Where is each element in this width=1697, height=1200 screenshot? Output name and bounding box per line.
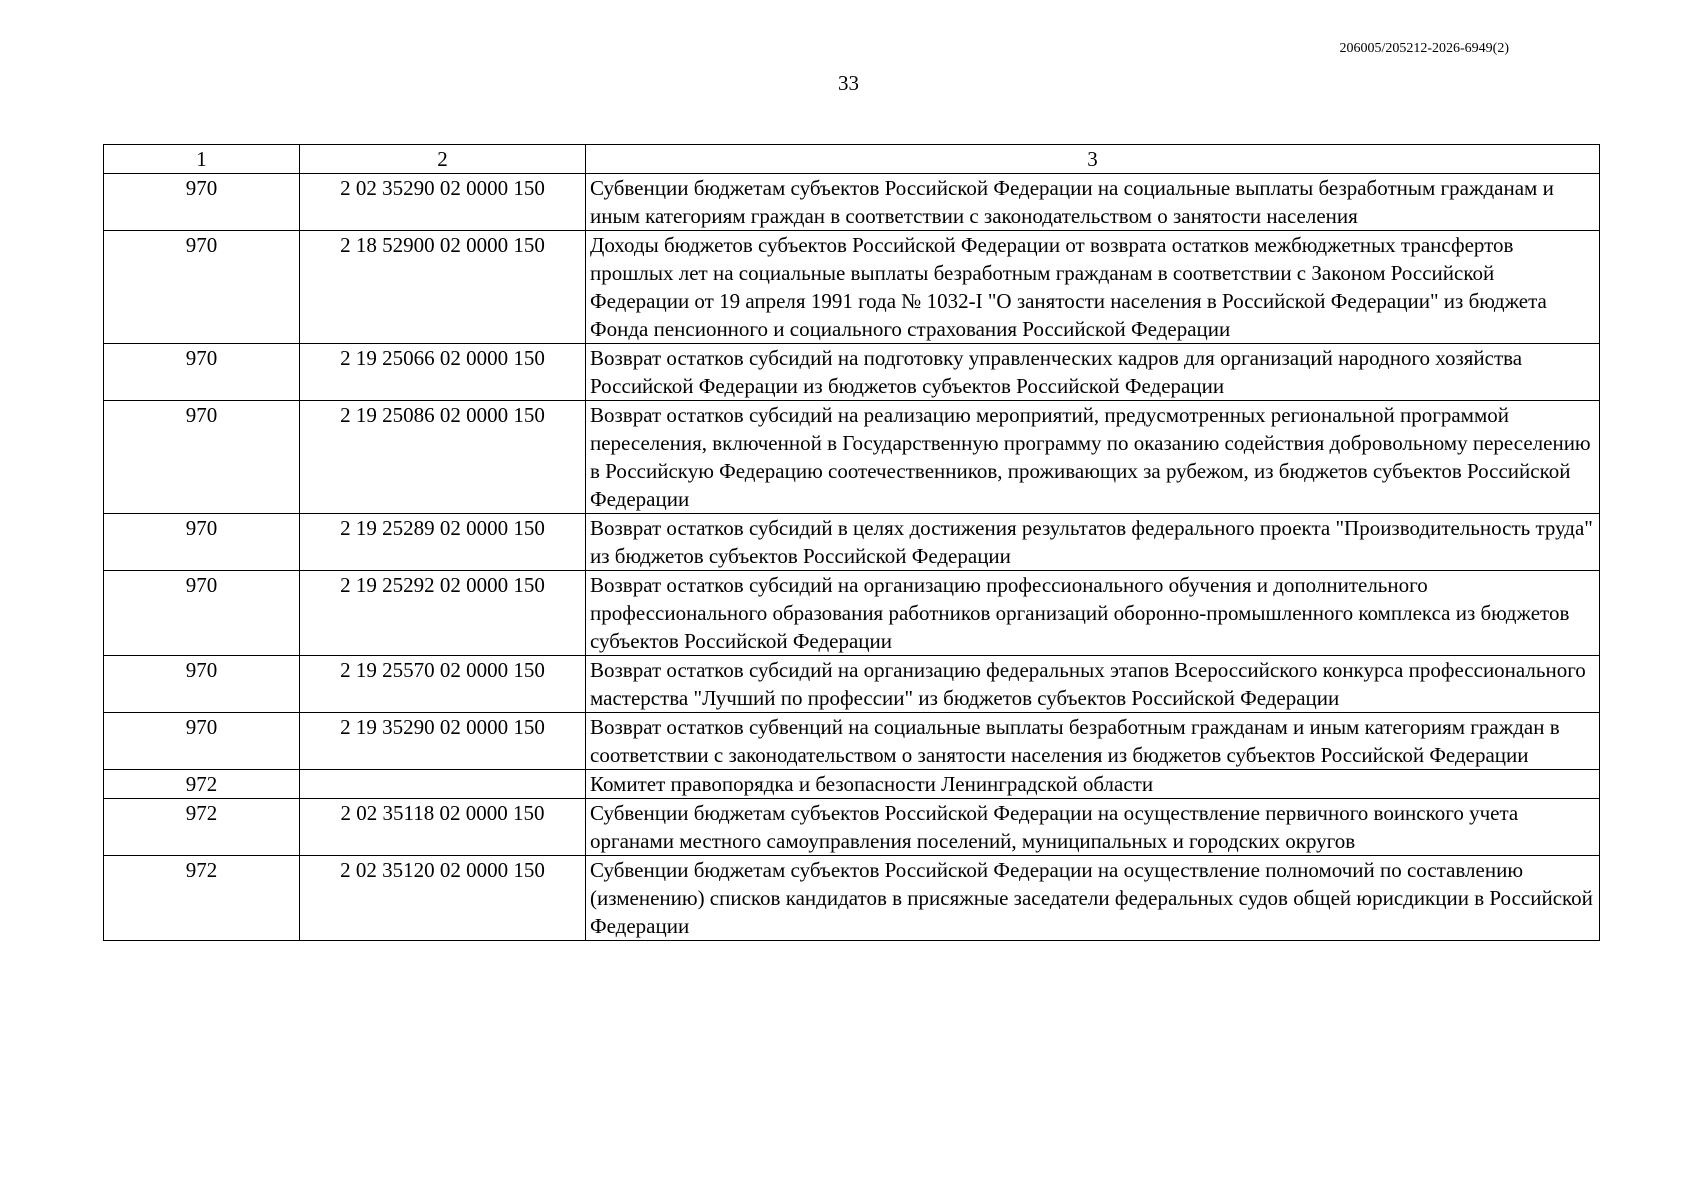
column-header-1: 1 [104, 145, 300, 174]
revenue-code-cell: 2 19 25292 02 0000 150 [300, 571, 586, 656]
revenue-code-cell: 2 02 35120 02 0000 150 [300, 856, 586, 941]
description-cell: Возврат остатков субсидий на организацию федеральных этапов Всероссийского конкурса профессионального мастерства "Лучший по профессии" из бюджетов субъектов Российской Федерации [586, 656, 1600, 713]
description-cell: Возврат остатков субсидий на реализацию мероприятий, предусмотренных региональной программой переселения, включенной в Государственную программу по оказанию содействия добровольному переселению в Российскую Федерацию соотечественников, проживающих за рубежом, из бюджетов субъектов Российской Федерации [586, 401, 1600, 514]
description-cell: Субвенции бюджетам субъектов Российской Федерации на социальные выплаты безработным гражданам и иным категориям граждан в соответствии с законодательством о занятости населения [586, 174, 1600, 231]
table-row [104, 770, 1600, 799]
revenue-code-cell: 2 19 25570 02 0000 150 [300, 656, 586, 713]
table-row [104, 571, 1600, 656]
table-row [104, 174, 1600, 231]
admin-code-cell: 972 [104, 770, 300, 799]
table-body [104, 174, 1600, 941]
table-row [104, 344, 1600, 401]
revenue-code-cell: 2 19 25289 02 0000 150 [300, 514, 586, 571]
description-cell: Возврат остатков субвенций на социальные выплаты безработным гражданам и иным категориям граждан в соответствии с законодательством о занятости населения из бюджетов субъектов Российской Федерации [586, 713, 1600, 770]
table-header-row [104, 145, 1600, 174]
revenue-code-cell [300, 770, 586, 799]
description-cell: Субвенции бюджетам субъектов Российской Федерации на осуществление первичного воинского учета органами местного самоуправления поселений, муниципальных и городских округов [586, 799, 1600, 856]
admin-code-cell: 970 [104, 713, 300, 770]
admin-code-cell: 970 [104, 231, 300, 344]
description-cell: Комитет правопорядка и безопасности Ленинградской области [586, 770, 1600, 799]
revenue-code-cell: 2 02 35290 02 0000 150 [300, 174, 586, 231]
description-cell: Возврат остатков субсидий на подготовку управленческих кадров для организаций народного хозяйства Российской Федерации из бюджетов субъектов Российской Федерации [586, 344, 1600, 401]
revenue-code-cell: 2 18 52900 02 0000 150 [300, 231, 586, 344]
revenue-code-cell: 2 19 35290 02 0000 150 [300, 713, 586, 770]
description-cell: Доходы бюджетов субъектов Российской Федерации от возврата остатков межбюджетных трансфертов прошлых лет на социальные выплаты безработным гражданам в соответствии с Законом Российской Федерации от 19 апреля 1991 года № 1032-I "О занятости населения в Российской Федерации" из бюджета Фонда пенсионного и социального страхования Российской Федерации [586, 231, 1600, 344]
description-cell: Возврат остатков субсидий в целях достижения результатов федерального проекта "Производительность труда" из бюджетов субъектов Российской Федерации [586, 514, 1600, 571]
admin-code-cell: 970 [104, 344, 300, 401]
document-id: 206005/205212-2026-6949(2) [1339, 41, 1509, 56]
description-cell: Субвенции бюджетам субъектов Российской Федерации на осуществление полномочий по составлению (изменению) списков кандидатов в присяжные заседатели федеральных судов общей юрисдикции в Российской Федерации [586, 856, 1600, 941]
column-header-2: 2 [300, 145, 586, 174]
admin-code-cell: 972 [104, 799, 300, 856]
admin-code-cell: 970 [104, 571, 300, 656]
admin-code-cell: 972 [104, 856, 300, 941]
revenue-code-cell: 2 02 35118 02 0000 150 [300, 799, 586, 856]
description-cell: Возврат остатков субсидий на организацию профессионального обучения и дополнительного профессионального образования работников организаций оборонно-промышленного комплекса из бюджетов субъектов Российской Федерации [586, 571, 1600, 656]
table-row [104, 231, 1600, 344]
table-row [104, 656, 1600, 713]
page-number: 33 [838, 71, 859, 95]
table-row [104, 713, 1600, 770]
revenue-code-cell: 2 19 25066 02 0000 150 [300, 344, 586, 401]
admin-code-cell: 970 [104, 656, 300, 713]
revenue-codes-table [103, 144, 1600, 941]
admin-code-cell: 970 [104, 401, 300, 514]
column-header-3: 3 [586, 145, 1600, 174]
revenue-code-cell: 2 19 25086 02 0000 150 [300, 401, 586, 514]
admin-code-cell: 970 [104, 174, 300, 231]
table-row [104, 401, 1600, 514]
table-row [104, 799, 1600, 856]
admin-code-cell: 970 [104, 514, 300, 571]
table-row [104, 514, 1600, 571]
table-row [104, 856, 1600, 941]
